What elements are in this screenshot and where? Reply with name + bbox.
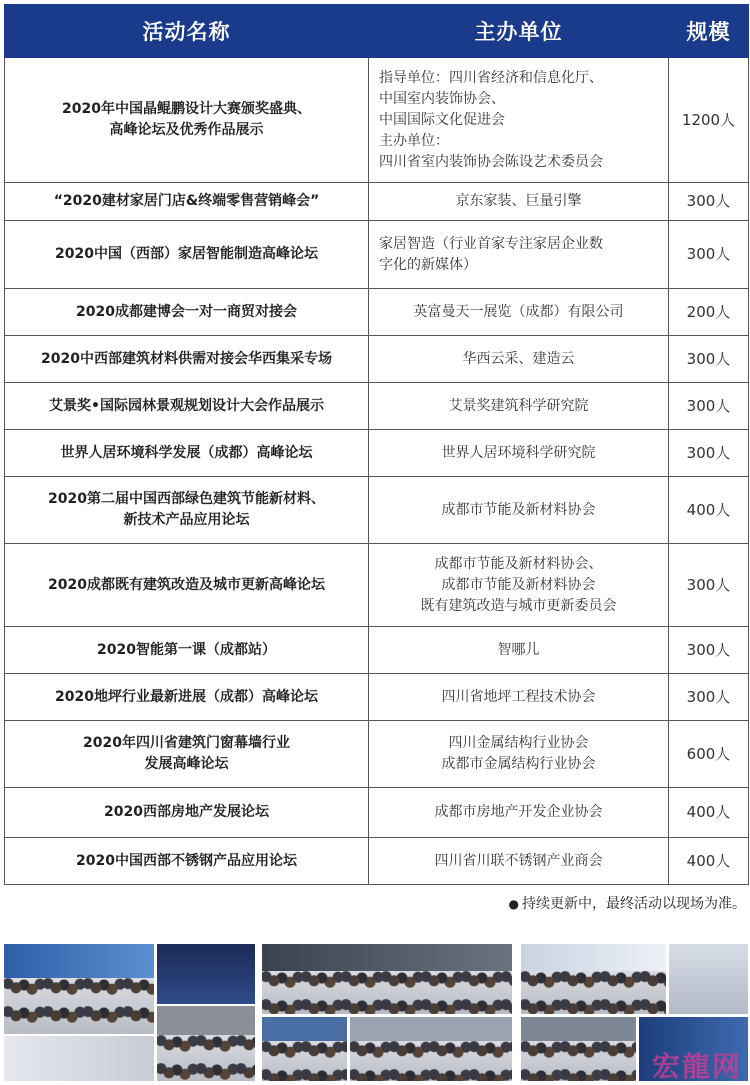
organizer-cell: [369, 838, 669, 885]
table-row: [5, 788, 749, 838]
activity-name-cell: [5, 289, 369, 336]
scale-cell: 1200人: [669, 58, 749, 183]
activity-name-cell: [5, 838, 369, 885]
activity-name-cell: [5, 430, 369, 477]
table-row: [5, 183, 749, 221]
organizer-line: 智哪儿: [497, 641, 540, 658]
organizer-line: 字化的新媒体）: [379, 256, 477, 273]
organizer-line: 中国室内装饰协会、: [379, 90, 505, 107]
table-row: [5, 721, 749, 788]
organizer-cell: [369, 788, 669, 838]
organizer-line: 指导单位：四川省经济和信息化厅、: [379, 69, 603, 86]
organizer-line: 艾景奖建筑科学研究院: [448, 397, 589, 414]
table-row: [5, 383, 749, 430]
organizer-line: 既有建筑改造与城市更新委员会: [420, 597, 617, 614]
activity-name-line: 2020第二届中国西部绿色建筑节能新材料、: [48, 491, 325, 507]
scale-cell: 300人: [669, 674, 749, 721]
organizer-cell: [369, 674, 669, 721]
activity-name-cell: [5, 627, 369, 674]
activity-name-line: 2020地坪行业最新进展（成都）高峰论坛: [55, 688, 318, 705]
activity-name-line: 高峰论坛及优秀作品展示: [109, 122, 264, 138]
event-photo: [350, 1017, 512, 1081]
organizer-line: 中国国际文化促进会: [379, 111, 505, 128]
scale-cell: 600人: [669, 721, 749, 788]
activity-name-line: 2020智能第一课（成都站）: [97, 641, 276, 658]
organizer-line: 四川省室内装饰协会陈设艺术委员会: [379, 153, 603, 170]
organizer-cell: [369, 183, 669, 221]
activity-name-cell: [5, 788, 369, 838]
organizer-line: 四川省地坪工程技术协会: [441, 688, 596, 705]
activity-name-line: 2020西部房地产发展论坛: [104, 804, 269, 820]
table-row: [5, 477, 749, 544]
organizer-cell: [369, 289, 669, 336]
activity-name-line: 2020中国（西部）家居智能制造高峰论坛: [55, 246, 318, 262]
event-photo: [157, 1006, 255, 1081]
table-row: [5, 336, 749, 383]
activity-name-line: 发展高峰论坛: [144, 756, 229, 772]
organizer-cell: [369, 336, 669, 383]
activity-name-line: 2020中西部建筑材料供需对接会华西集采专场: [41, 350, 332, 367]
activity-name-cell: [5, 183, 369, 221]
table-row: [5, 289, 749, 336]
organizer-cell: [369, 721, 669, 788]
activity-name-line: 2020成都既有建筑改造及城市更新高峰论坛: [48, 576, 325, 593]
organizer-line: 成都市节能及新材料协会、: [434, 555, 603, 572]
scale-cell: 300人: [669, 336, 749, 383]
activity-name-line: 新技术产品应用论坛: [123, 512, 250, 528]
scale-cell: 300人: [669, 383, 749, 430]
table-header-row: [5, 5, 749, 58]
update-note: [509, 893, 746, 913]
organizer-line: 家居智造（行业首家专注家居企业数: [379, 235, 603, 252]
activity-name-cell: [5, 721, 369, 788]
activity-name-line: 2020年中国晶鲲鹏设计大赛颁奖盛典、: [62, 101, 311, 117]
scale-cell: 400人: [669, 838, 749, 885]
table-row: [5, 58, 749, 183]
organizer-line: 世界人居环境科学研究院: [441, 444, 596, 461]
table-row: [5, 838, 749, 885]
event-photo: [157, 944, 255, 1004]
activity-name-line: 2020年四川省建筑门窗幕墙行业: [83, 735, 290, 751]
scale-cell: 200人: [669, 289, 749, 336]
activity-name-line: “2020建材家居门店&终端零售营销峰会”: [53, 193, 320, 209]
event-photo: [521, 1017, 636, 1081]
event-photo: [521, 944, 666, 1014]
header-organizer: 主办单位: [369, 5, 669, 58]
organizer-line: 四川省川联不锈钢产业商会: [434, 852, 603, 869]
scale-cell: 300人: [669, 544, 749, 627]
activity-name-cell: [5, 221, 369, 289]
activity-name-line: 2020成都建博会一对一商贸对接会: [76, 303, 297, 320]
table-row: [5, 221, 749, 289]
activity-name-cell: [5, 544, 369, 627]
event-photo: [4, 944, 154, 1034]
event-photo: [669, 944, 748, 1014]
organizer-cell: [369, 58, 669, 183]
organizer-line: 英富曼天一展览（成都）有限公司: [413, 303, 624, 320]
event-photo: [262, 1017, 347, 1081]
organizer-cell: [369, 627, 669, 674]
activity-name-cell: [5, 58, 369, 183]
organizer-line: 成都市节能及新材料协会: [441, 501, 596, 518]
header-scale: 规模: [669, 5, 749, 58]
scale-cell: 300人: [669, 221, 749, 289]
scale-cell: 300人: [669, 430, 749, 477]
table-row: [5, 544, 749, 627]
organizer-cell: [369, 383, 669, 430]
update-note-text: 持续更新中，最终活动以现场为准。: [522, 896, 746, 912]
organizer-line: 成都市金属结构行业协会: [441, 756, 596, 772]
organizer-line: 京东家装、巨量引擎: [455, 193, 582, 209]
organizer-line: 成都市节能及新材料协会: [441, 576, 596, 593]
organizer-line: 成都市房地产开发企业协会: [434, 804, 603, 820]
organizer-cell: [369, 221, 669, 289]
scale-cell: 400人: [669, 788, 749, 838]
table-row: [5, 627, 749, 674]
activity-name-line: 2020中国西部不锈钢产品应用论坛: [76, 852, 297, 869]
organizer-cell: [369, 544, 669, 627]
event-photo: [262, 944, 512, 1014]
organizer-cell: [369, 430, 669, 477]
activity-name-cell: [5, 336, 369, 383]
organizer-line: 华西云采、建造云: [462, 350, 575, 367]
event-photo: [4, 1036, 154, 1081]
activity-name-cell: [5, 477, 369, 544]
activity-name-cell: [5, 674, 369, 721]
activity-name-line: 艾景奖•国际园林景观规划设计大会作品展示: [49, 397, 324, 414]
activity-name-line: 世界人居环境科学发展（成都）高峰论坛: [60, 444, 313, 461]
bullet-dot-icon: ●: [508, 897, 519, 911]
scale-cell: 300人: [669, 183, 749, 221]
organizer-line: 四川金属结构行业协会: [448, 735, 589, 751]
watermark-logo: 宏龍网: [651, 1050, 742, 1083]
table-row: [5, 430, 749, 477]
events-table: [4, 4, 749, 885]
scale-cell: 400人: [669, 477, 749, 544]
header-activity-name: 活动名称: [5, 5, 369, 58]
organizer-cell: [369, 477, 669, 544]
organizer-line: 主办单位：: [379, 132, 449, 149]
table-row: [5, 674, 749, 721]
scale-cell: 300人: [669, 627, 749, 674]
activity-name-cell: [5, 383, 369, 430]
